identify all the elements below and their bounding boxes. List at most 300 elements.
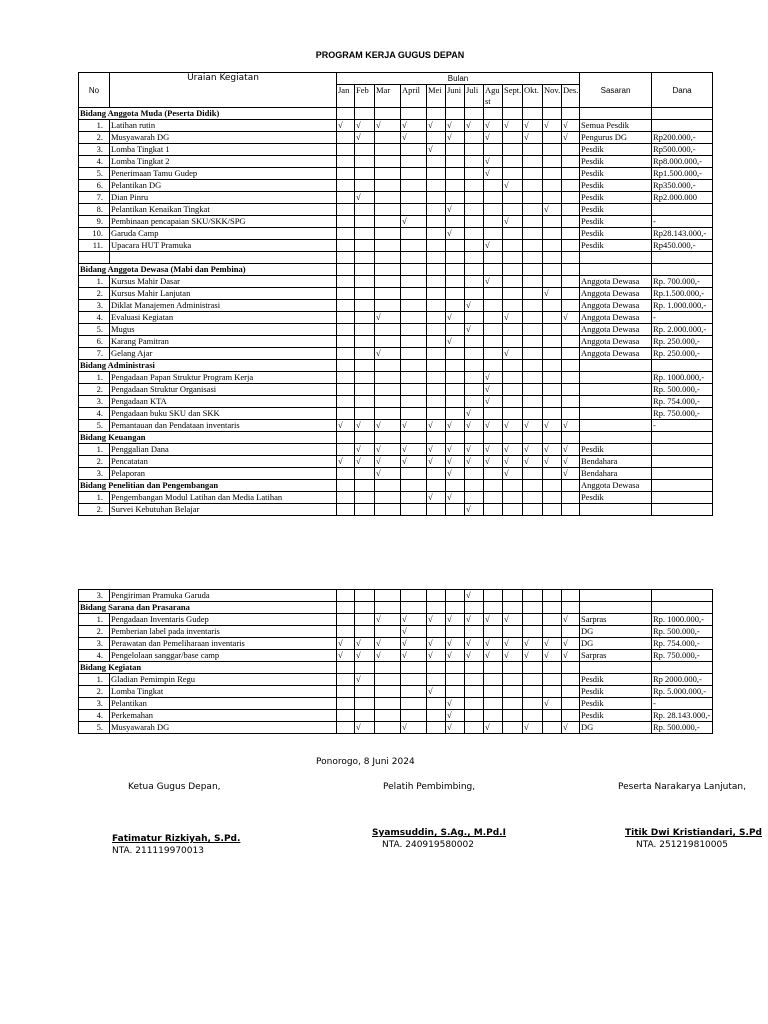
row-sasaran [580, 372, 652, 384]
row-number: 6. [79, 180, 110, 192]
row-sasaran: Pesdik [580, 710, 652, 722]
month-cell [375, 132, 401, 144]
row-dana [652, 492, 713, 504]
table-row [79, 300, 713, 312]
row-dana: - [652, 216, 713, 228]
month-cell [446, 408, 465, 420]
month-cell [465, 710, 484, 722]
month-cell [465, 602, 484, 614]
month-cell: √ [484, 650, 503, 662]
row-dana: - [652, 312, 713, 324]
month-cell: √ [401, 216, 427, 228]
month-cell: √ [355, 132, 375, 144]
month-cell [543, 360, 562, 372]
row-dana: Rp. 28.143.000,- [652, 710, 713, 722]
section-row [79, 108, 713, 120]
empty-cell [110, 252, 337, 264]
month-cell [355, 492, 375, 504]
table-row [79, 444, 713, 456]
header-month: Juli [465, 85, 484, 108]
month-cell [503, 288, 523, 300]
month-cell [355, 590, 375, 602]
month-cell [543, 180, 562, 192]
row-number: 3. [79, 396, 110, 408]
empty-cell [401, 252, 427, 264]
month-cell: √ [465, 504, 484, 516]
empty-cell [543, 252, 562, 264]
month-cell [465, 396, 484, 408]
month-cell: √ [484, 168, 503, 180]
row-number: 1. [79, 492, 110, 504]
month-cell: √ [562, 444, 580, 456]
month-cell [337, 626, 355, 638]
month-cell [446, 300, 465, 312]
month-cell: √ [484, 156, 503, 168]
row-dana: Rp200.000,- [652, 132, 713, 144]
month-cell [523, 710, 543, 722]
row-uraian: Pelaporan [110, 468, 337, 480]
month-cell: √ [543, 204, 562, 216]
month-cell [401, 312, 427, 324]
month-cell: √ [427, 614, 446, 626]
table-row [79, 722, 713, 734]
empty-cell [337, 252, 355, 264]
row-sasaran: DG [580, 722, 652, 734]
month-cell [427, 180, 446, 192]
month-cell: √ [355, 650, 375, 662]
month-cell [562, 372, 580, 384]
row-sasaran: Anggota Dewasa [580, 348, 652, 360]
row-dana: Rp. 1000.000,- [652, 372, 713, 384]
month-cell [355, 300, 375, 312]
row-dana: Rp.1.500.000,- [652, 288, 713, 300]
month-cell: √ [562, 132, 580, 144]
month-cell [503, 602, 523, 614]
month-cell: √ [523, 120, 543, 132]
month-cell [427, 228, 446, 240]
row-number: 10. [79, 228, 110, 240]
month-cell [337, 360, 355, 372]
month-cell [337, 710, 355, 722]
row-uraian: Kursus Mahir Lanjutan [110, 288, 337, 300]
month-cell [562, 686, 580, 698]
month-cell [427, 132, 446, 144]
signature-name-pelatih: Syamsuddin, S.Ag., M.Pd.I [372, 828, 506, 838]
month-cell: √ [543, 638, 562, 650]
month-cell [503, 276, 523, 288]
month-cell: √ [465, 444, 484, 456]
sasaran-cell [580, 432, 652, 444]
table-row [79, 228, 713, 240]
table-row [79, 468, 713, 480]
empty-cell [562, 252, 580, 264]
month-cell [503, 108, 523, 120]
row-uraian: Perawatan dan Pemeliharaan inventaris [110, 638, 337, 650]
section-row [79, 480, 713, 492]
month-cell [523, 614, 543, 626]
row-number: 3. [79, 590, 110, 602]
month-cell [375, 216, 401, 228]
row-dana [652, 456, 713, 468]
signature-nta-peserta: NTA. 251219810005 [636, 840, 728, 850]
table-row [79, 372, 713, 384]
month-cell [465, 674, 484, 686]
month-cell [401, 108, 427, 120]
month-cell: √ [446, 650, 465, 662]
section-row [79, 264, 713, 276]
month-cell [375, 228, 401, 240]
month-cell: √ [337, 456, 355, 468]
month-cell [523, 408, 543, 420]
month-cell [427, 192, 446, 204]
month-cell [446, 480, 465, 492]
month-cell [337, 674, 355, 686]
month-cell [523, 108, 543, 120]
month-cell [337, 662, 355, 674]
document-title: PROGRAM KERJA GUGUS DEPAN [315, 50, 465, 60]
month-cell [543, 216, 562, 228]
month-cell [503, 698, 523, 710]
month-cell: √ [484, 444, 503, 456]
row-uraian: Penerimaan Tamu Gudep [110, 168, 337, 180]
month-cell: √ [465, 408, 484, 420]
month-cell: √ [446, 456, 465, 468]
month-cell [465, 312, 484, 324]
row-sasaran: Bendahara [580, 456, 652, 468]
month-cell [562, 300, 580, 312]
month-cell: √ [543, 650, 562, 662]
month-cell [562, 264, 580, 276]
month-cell [446, 288, 465, 300]
month-cell [484, 300, 503, 312]
month-cell [543, 722, 562, 734]
month-cell: √ [523, 722, 543, 734]
month-cell [523, 590, 543, 602]
row-number: 5. [79, 722, 110, 734]
month-cell [562, 674, 580, 686]
section-label: Bidang Administrasi [79, 360, 337, 372]
month-cell [503, 590, 523, 602]
month-cell [355, 372, 375, 384]
month-cell [465, 360, 484, 372]
month-cell [401, 288, 427, 300]
row-sasaran: Pesdik [580, 216, 652, 228]
row-dana: Rp. 2.000.000,- [652, 324, 713, 336]
month-cell [446, 662, 465, 674]
table-row [79, 192, 713, 204]
table-row [79, 408, 713, 420]
signature-nta-pelatih: NTA. 240919580002 [382, 840, 474, 850]
row-uraian: Lomba Tingkat [110, 686, 337, 698]
month-cell [446, 240, 465, 252]
month-cell [337, 722, 355, 734]
empty-cell [652, 252, 713, 264]
month-cell [337, 336, 355, 348]
month-cell: √ [484, 396, 503, 408]
month-cell [355, 180, 375, 192]
month-cell [484, 698, 503, 710]
month-cell [465, 180, 484, 192]
row-dana: Rp. 700.000,- [652, 276, 713, 288]
month-cell [427, 360, 446, 372]
month-cell [355, 240, 375, 252]
month-cell: √ [355, 120, 375, 132]
month-cell [503, 192, 523, 204]
month-cell [562, 336, 580, 348]
month-cell [446, 626, 465, 638]
month-cell: √ [484, 132, 503, 144]
month-cell [401, 602, 427, 614]
row-number: 2. [79, 626, 110, 638]
month-cell [427, 300, 446, 312]
month-cell [355, 480, 375, 492]
month-cell [355, 204, 375, 216]
month-cell [543, 480, 562, 492]
row-dana: Rp28.143.000,- [652, 228, 713, 240]
month-cell [337, 240, 355, 252]
section-row [79, 360, 713, 372]
table-row [79, 156, 713, 168]
month-cell [543, 168, 562, 180]
row-uraian: Pelantikan [110, 698, 337, 710]
header-month: April [401, 85, 427, 108]
month-cell [355, 156, 375, 168]
table-row [79, 456, 713, 468]
month-cell [503, 324, 523, 336]
month-cell [401, 276, 427, 288]
row-sasaran: Pesdik [580, 698, 652, 710]
table-row [79, 698, 713, 710]
month-cell: √ [401, 420, 427, 432]
row-uraian: Musyawarah DG [110, 132, 337, 144]
row-uraian: Pencatatan [110, 456, 337, 468]
month-cell [484, 504, 503, 516]
row-sasaran: Anggota Dewasa [580, 300, 652, 312]
row-sasaran: Pesdik [580, 156, 652, 168]
month-cell: √ [465, 324, 484, 336]
month-cell [446, 590, 465, 602]
month-cell [375, 722, 401, 734]
table-row [79, 324, 713, 336]
month-cell [523, 192, 543, 204]
month-cell: √ [355, 192, 375, 204]
row-uraian: Kursus Mahir Dasar [110, 276, 337, 288]
row-uraian: Dian Pinru [110, 192, 337, 204]
month-cell [523, 432, 543, 444]
header-month: Jan [337, 85, 355, 108]
month-cell [484, 288, 503, 300]
month-cell: √ [446, 444, 465, 456]
month-cell [562, 480, 580, 492]
row-dana: Rp. 250.000,- [652, 336, 713, 348]
month-cell [484, 144, 503, 156]
month-cell [484, 468, 503, 480]
row-dana: Rp. 1.000.000,- [652, 300, 713, 312]
month-cell [562, 156, 580, 168]
month-cell [503, 504, 523, 516]
month-cell: √ [523, 132, 543, 144]
row-dana: Rp500.000,- [652, 144, 713, 156]
month-cell [375, 168, 401, 180]
month-cell [446, 192, 465, 204]
row-sasaran: Sarpras [580, 614, 652, 626]
month-cell: √ [465, 300, 484, 312]
month-cell [401, 590, 427, 602]
month-cell [484, 108, 503, 120]
month-cell [375, 360, 401, 372]
row-number: 4. [79, 710, 110, 722]
month-cell [543, 336, 562, 348]
row-sasaran: Pesdik [580, 674, 652, 686]
month-cell [427, 240, 446, 252]
month-cell [562, 204, 580, 216]
header-month: Agu st [484, 85, 503, 108]
row-uraian: Pembinaan pencapaian SKU/SKK/SPG [110, 216, 337, 228]
row-dana: Rp. 5.000.000,- [652, 686, 713, 698]
month-cell [401, 300, 427, 312]
month-cell: √ [523, 650, 543, 662]
month-cell [484, 492, 503, 504]
month-cell [355, 432, 375, 444]
month-cell [484, 710, 503, 722]
month-cell [375, 336, 401, 348]
month-cell [427, 108, 446, 120]
month-cell [337, 686, 355, 698]
month-cell [562, 168, 580, 180]
month-cell [401, 264, 427, 276]
month-cell [375, 710, 401, 722]
month-cell [355, 686, 375, 698]
month-cell [375, 480, 401, 492]
month-cell: √ [503, 348, 523, 360]
month-cell: √ [401, 456, 427, 468]
month-cell [465, 264, 484, 276]
month-cell [375, 686, 401, 698]
month-cell [523, 156, 543, 168]
month-cell [375, 698, 401, 710]
month-cell [375, 144, 401, 156]
table-row [79, 674, 713, 686]
row-sasaran: Pesdik [580, 240, 652, 252]
table-row [79, 204, 713, 216]
month-cell: √ [484, 420, 503, 432]
section-label: Bidang Anggota Dewasa (Mabi dan Pembina) [79, 264, 337, 276]
month-cell [543, 228, 562, 240]
month-cell [355, 698, 375, 710]
month-cell [523, 168, 543, 180]
month-cell [375, 192, 401, 204]
row-uraian: Pengembangan Modul Latihan dan Media Latihan [110, 492, 337, 504]
month-cell [543, 662, 562, 674]
month-cell [523, 264, 543, 276]
row-dana [652, 468, 713, 480]
row-sasaran: Pesdik [580, 168, 652, 180]
month-cell [337, 228, 355, 240]
table-row [79, 384, 713, 396]
row-number: 4. [79, 156, 110, 168]
month-cell: √ [337, 120, 355, 132]
month-cell [401, 674, 427, 686]
table-row [79, 638, 713, 650]
empty-cell [79, 252, 110, 264]
month-cell [337, 444, 355, 456]
month-cell [503, 686, 523, 698]
month-cell [562, 710, 580, 722]
table-row [79, 168, 713, 180]
header-month: Feb [355, 85, 375, 108]
row-number: 2. [79, 686, 110, 698]
month-cell: √ [375, 420, 401, 432]
row-number: 9. [79, 216, 110, 228]
month-cell [503, 360, 523, 372]
row-number: 3. [79, 144, 110, 156]
month-cell [337, 372, 355, 384]
month-cell [337, 602, 355, 614]
dana-cell [652, 662, 713, 674]
month-cell: √ [446, 614, 465, 626]
month-cell [427, 312, 446, 324]
month-cell [484, 662, 503, 674]
row-uraian: Lomba Tingkat 1 [110, 144, 337, 156]
signature-nta-ketua: NTA. 211119970013 [112, 846, 204, 856]
empty-cell [580, 252, 652, 264]
month-cell [446, 264, 465, 276]
section-row [79, 432, 713, 444]
month-cell [465, 288, 484, 300]
month-cell [523, 300, 543, 312]
month-cell [523, 396, 543, 408]
row-uraian: Penggalian Dana [110, 444, 337, 456]
month-cell [543, 312, 562, 324]
month-cell [562, 626, 580, 638]
month-cell [446, 686, 465, 698]
month-cell [337, 288, 355, 300]
month-cell [562, 602, 580, 614]
month-cell [562, 504, 580, 516]
month-cell [484, 686, 503, 698]
month-cell: √ [401, 444, 427, 456]
month-cell [503, 662, 523, 674]
month-cell [401, 168, 427, 180]
month-cell: √ [427, 456, 446, 468]
month-cell [503, 204, 523, 216]
month-cell [375, 674, 401, 686]
month-cell [562, 324, 580, 336]
month-cell: √ [375, 348, 401, 360]
month-cell [427, 336, 446, 348]
month-cell [503, 432, 523, 444]
dana-cell [652, 108, 713, 120]
month-cell [337, 156, 355, 168]
month-cell [562, 228, 580, 240]
month-cell [484, 312, 503, 324]
month-cell [375, 492, 401, 504]
program-table-part-1 [78, 72, 713, 516]
row-dana: Rp. 1000.000,- [652, 614, 713, 626]
month-cell: √ [484, 276, 503, 288]
header-no: No [79, 73, 110, 108]
month-cell [337, 614, 355, 626]
month-cell: √ [446, 722, 465, 734]
empty-cell [503, 252, 523, 264]
month-cell [543, 590, 562, 602]
month-cell [337, 324, 355, 336]
row-dana [652, 120, 713, 132]
month-cell [543, 300, 562, 312]
row-sasaran: Pesdik [580, 204, 652, 216]
month-cell [427, 264, 446, 276]
month-cell [484, 674, 503, 686]
